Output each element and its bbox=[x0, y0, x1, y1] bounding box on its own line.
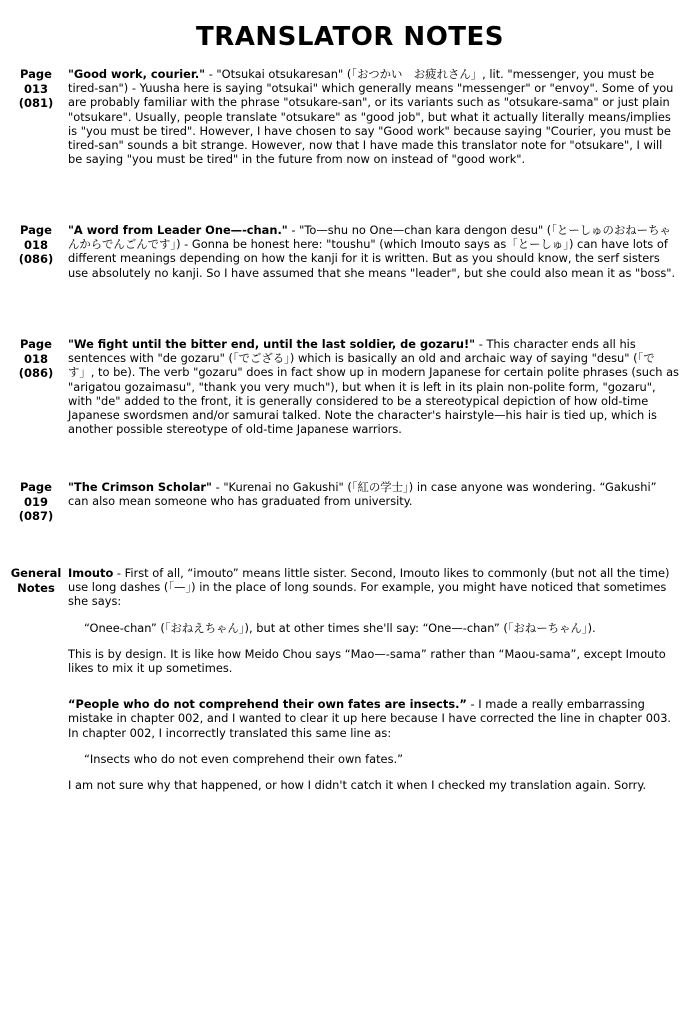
note-body: - "Kurenai no Gakushi" (「紅の学士」) in case anyone was wondering. “Gakushi” can also mean someone who has graduated from university. bbox=[68, 480, 657, 509]
imouto-heading: Imouto bbox=[68, 566, 114, 580]
imouto-example: “Onee-chan” (「おねえちゃん」), but at other times she'll say: “One—-chan” (「おねーちゃん」). bbox=[84, 620, 596, 635]
imouto-design: This is by design. It is like how Meido Chou says “Mao—-sama” rather than “Maou-sama”, except Imouto likes to mix it up sometimes. bbox=[68, 646, 666, 676]
note-page-label: Page 018 (086) bbox=[18, 337, 54, 380]
note-text bbox=[68, 337, 680, 446]
note-heading: "A word from Leader One—-chan." bbox=[68, 223, 288, 237]
note-text bbox=[68, 223, 680, 290]
note-text bbox=[68, 480, 680, 518]
general-notes-text bbox=[68, 566, 680, 802]
insects-heading: “People who do not comprehend their own fates are insects.” bbox=[68, 697, 467, 712]
note-heading: "We fight until the bitter end, until the last soldier, de gozaru!" bbox=[68, 337, 476, 351]
note-text bbox=[68, 67, 680, 176]
note-page-label: Page 018 (086) bbox=[18, 223, 54, 266]
note-page-label: Page 019 (087) bbox=[18, 480, 54, 523]
note-heading: "Good work, courier." bbox=[68, 67, 206, 81]
note-body: - "Otsukai otsukaresan" (「おつかい お疲れさん」, lit. "messenger, you must be tired-san") - Yuusha here is saying "otsukai" which generally means "messenger" or "envoy". Some of you are probably familiar with the phrase "otsukare-san", or its variants such as "otsukare-sama" or just plain "otsukare". Usually, people translate "otsukare" as "good job", but what it actually literally means/implies is "you must be tired". However, I have chosen to say "Good work" because saying "Courier, you must be tired-san" sounds a bit strange. However, now that I have made this translator note for "otsukare", I will be saying "you must be tired" in the future from now on instead of "good work". bbox=[68, 67, 674, 167]
general-notes-label: General Notes bbox=[10, 566, 62, 595]
imouto-body: - First of all, “imouto” means little sister. Second, Imouto likes to commonly (but not all the time) use long dashes (「—」) in the place of long sounds. For example, you might have noticed that sometimes she says: bbox=[68, 566, 670, 609]
insects-quote: “Insects who do not even comprehend their own fates.” bbox=[84, 751, 404, 766]
note-page-label: Page 013 (081) bbox=[18, 67, 54, 110]
insects-body: - I made a really embarrassing mistake in chapter 002, and I wanted to clear it up here because I have corrected the line in chapter 003. In chapter 002, I incorrectly translated this same line as: bbox=[68, 697, 672, 740]
note-heading: "The Crimson Scholar" bbox=[68, 480, 212, 494]
note-body: - This character ends all his sentences with "de gozaru" (「でござる」) which is basically an old and archaic way of saying "desu" (「です」, to be). The verb "gozaru" does in fact show up in modern Japanese for certain polite phrases (such as "arigatou gozaimasu", "thank you very much"), but when it is left in its plain non-polite form, "gozaru", with "de" added to the front, it is generally considered to be a stereotypical depiction of how old-time Japanese swordsmen and/or samurai talked. Note the character's hairstyle—his hair is tied up, which is another possible stereotype of old-time Japanese warriors. bbox=[68, 337, 679, 437]
page-title: TRANSLATOR NOTES bbox=[195, 22, 505, 52]
apology: I am not sure why that happened, or how I didn't catch it when I checked my translation again. Sorry. bbox=[68, 778, 647, 793]
note-body: - "To—shu no One—chan kara dengon desu" (「とーしゅのおねーちゃんからでんごんです」) - Gonna be honest here: "toushu" (which Imouto says as「とーしゅ」) can have lots of different meanings depending on how the kanji for it is written. But as you should know, the serf sisters use absolutely no kanji. So I have assumed that she means "leader", but she could also mean it as "boss". bbox=[68, 223, 676, 280]
